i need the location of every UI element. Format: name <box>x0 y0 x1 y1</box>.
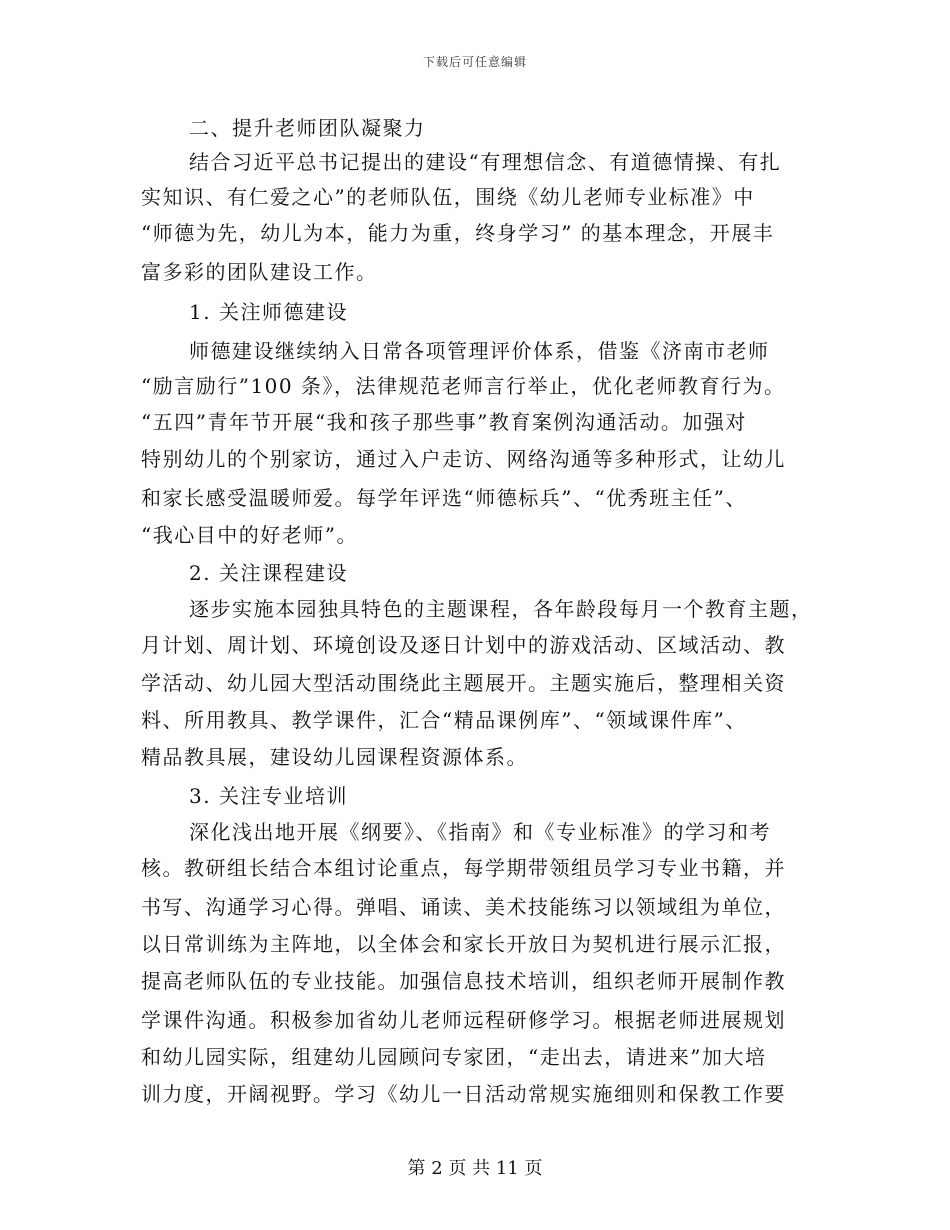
paragraph-line: “五四”青年节开展“我和孩子那些事”教育案例沟通活动。加强对 <box>141 410 747 434</box>
paragraph-line: 结合习近平总书记提出的建设“有理想信念、有道德情操、有扎 <box>189 150 782 174</box>
section-heading: 二、提升老师团队凝聚力 <box>189 116 426 140</box>
paragraph-line: “我心目中的好老师”。 <box>141 523 358 547</box>
paragraph-line: 师德建设继续纳入日常各项管理评价体系，借鉴《济南市老师 <box>189 339 770 363</box>
paragraph-line: 逐步实施本园独具特色的主题课程，各年龄段每月一个教育主题， <box>189 597 813 621</box>
paragraph-line: 料、所用教具、教学课件，汇合“精品课例库”、“领域课件库”、 <box>141 708 747 732</box>
paragraph-line: 学活动、幼儿园大型活动围绕此主题展开。主题实施后，整理相关资 <box>141 671 786 695</box>
paragraph-line: 提高老师队伍的专业技能。加强信息技术培训，组织老师开展制作教 <box>141 969 786 993</box>
paragraph-line: 深化浅出地开展《纲要》、《指南》和《专业标准》的学习和考 <box>189 820 771 844</box>
paragraph-line: 书写、沟通学习心得。弹唱、诵读、美术技能练习以领域组为单位， <box>141 895 786 919</box>
paragraph-line: “励言励行”100 条》，法律规范老师言行举止，优化老师教育行为。 <box>141 374 786 398</box>
paragraph-line: 精品教具展，建设幼儿园课程资源体系。 <box>141 745 528 769</box>
paragraph-line: 以日常训练为主阵地，以全体会和家长开放日为契机进行展示汇报， <box>141 932 786 956</box>
paragraph-line: 和家长感受温暖师爱。每学年评选“师德标兵”、“优秀班主任”、 <box>141 486 747 510</box>
paragraph-line: 和幼儿园实际，组建幼儿园顾问专家团，“走出去，请进来”加大培 <box>141 1045 767 1069</box>
page-number-footer: 第 2 页 共 11 页 <box>407 1158 543 1179</box>
paragraph-line: “师德为先，幼儿为本，能力为重，终身学习” 的基本理念，开展丰 <box>141 221 775 245</box>
paragraph-line: 特别幼儿的个别家访，通过入户走访、网络沟通等多种形式，让幼儿 <box>141 447 786 471</box>
subsection-heading: 3. 关注专业培训 <box>189 784 348 808</box>
subsection-heading: 2. 关注课程建设 <box>189 561 348 585</box>
paragraph-line: 富多彩的团队建设工作。 <box>141 260 378 284</box>
paragraph-line: 学课件沟通。积极参加省幼儿老师远程研修学习。根据老师进展规划 <box>141 1008 786 1032</box>
paragraph-line: 月计划、周计划、环境创设及逐日计划中的游戏活动、区域活动、教 <box>141 633 786 657</box>
paragraph-line: 核。教研组长结合本组讨论重点，每学期带领组员学习专业书籍，并 <box>141 856 786 880</box>
subsection-heading: 1. 关注师德建设 <box>189 300 348 324</box>
paragraph-line: 实知识、有仁爱之心”的老师队伍，围绕《幼儿老师专业标准》中 <box>141 185 755 209</box>
page-header-note: 下载后可任意编辑 <box>422 55 527 69</box>
paragraph-line: 训力度，开阔视野。学习《幼儿一日活动常规实施细则和保教工作要 <box>141 1082 786 1106</box>
